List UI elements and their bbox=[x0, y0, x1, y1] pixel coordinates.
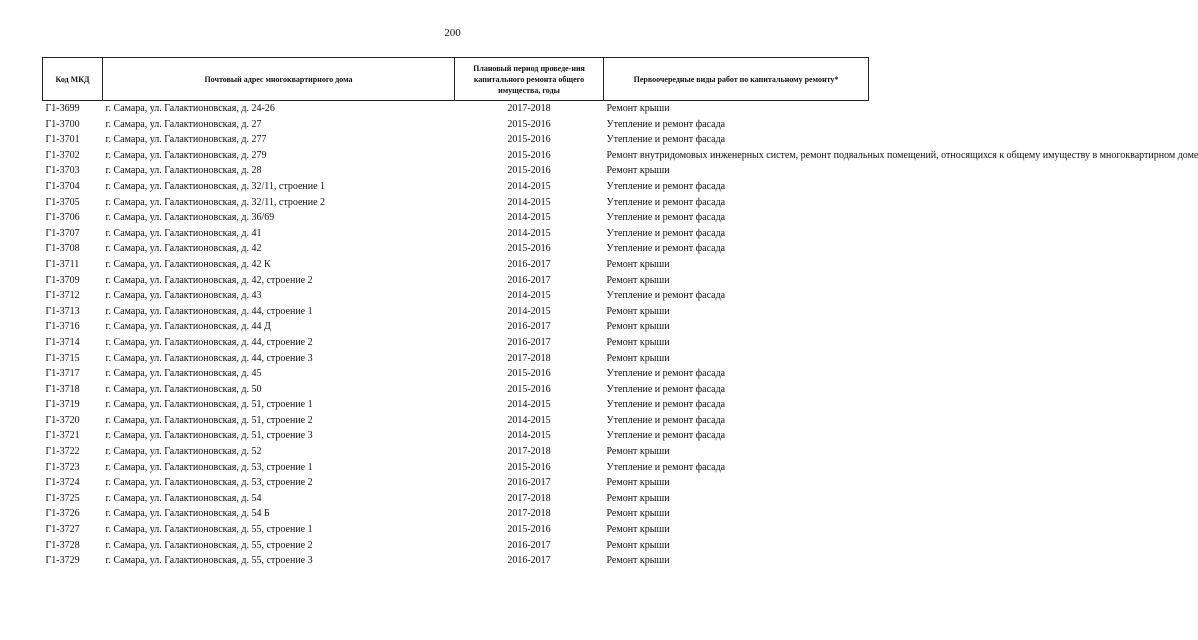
works-cell: Ремонт крыши bbox=[606, 305, 670, 317]
table-row bbox=[43, 257, 869, 273]
table-row bbox=[43, 335, 869, 351]
works-cell: Ремонт внутридомовых инженерных систем, ремонт подвальных помещений, относящихся к общему имуществу в многоквартирном доме bbox=[606, 149, 1198, 161]
table-row bbox=[43, 304, 869, 320]
works-cell: Ремонт крыши bbox=[606, 555, 670, 567]
address-cell: г. Самара, ул. Галактионовская, д. 42 bbox=[105, 243, 262, 255]
table-row bbox=[43, 428, 869, 444]
mkd-code-cell: Г1-3704 bbox=[45, 180, 80, 192]
works-cell: Ремонт крыши bbox=[606, 336, 670, 348]
table-row bbox=[43, 241, 869, 257]
mkd-code-cell: Г1-3709 bbox=[45, 274, 80, 286]
table-row bbox=[43, 506, 869, 522]
works-cell: Ремонт крыши bbox=[606, 477, 670, 489]
address-cell: г. Самара, ул. Галактионовская, д. 32/11, строение 1 bbox=[105, 180, 326, 192]
mkd-code-cell: Г1-3711 bbox=[45, 258, 80, 270]
works-cell: Ремонт крыши bbox=[606, 258, 670, 270]
mkd-code-cell: Г1-3717 bbox=[45, 368, 80, 380]
page-number: 200 bbox=[444, 27, 461, 39]
mkd-code-cell: Г1-3719 bbox=[45, 399, 80, 411]
mkd-code-cell: Г1-3702 bbox=[45, 149, 80, 161]
table-row bbox=[43, 538, 869, 554]
mkd-code-cell: Г1-3727 bbox=[45, 524, 80, 536]
table-row bbox=[43, 397, 869, 413]
period-cell: 2014-2015 bbox=[507, 399, 551, 411]
period-cell: 2015-2016 bbox=[507, 118, 551, 130]
address-cell: г. Самара, ул. Галактионовская, д. 53, строение 1 bbox=[105, 461, 313, 473]
works-cell: Утепление и ремонт фасада bbox=[606, 134, 726, 146]
period-cell: 2016-2017 bbox=[507, 274, 551, 286]
works-cell: Ремонт крыши bbox=[606, 274, 670, 286]
works-cell: Утепление и ремонт фасада bbox=[606, 290, 726, 302]
period-cell: 2014-2015 bbox=[507, 227, 551, 239]
mkd-code-cell: Г1-3707 bbox=[45, 227, 80, 239]
period-cell: 2017-2018 bbox=[507, 508, 551, 520]
table-row bbox=[43, 351, 869, 367]
period-cell: 2014-2015 bbox=[507, 414, 551, 426]
table-row bbox=[43, 413, 869, 429]
period-cell: 2015-2016 bbox=[507, 134, 551, 146]
address-cell: г. Самара, ул. Галактионовская, д. 44, строение 3 bbox=[105, 352, 313, 364]
header-works: Первоочередные виды работ по капитальному ремонту* bbox=[604, 58, 869, 101]
table-row bbox=[43, 553, 869, 569]
mkd-code-cell: Г1-3706 bbox=[45, 212, 80, 224]
period-cell: 2014-2015 bbox=[507, 290, 551, 302]
works-cell: Утепление и ремонт фасада bbox=[606, 196, 726, 208]
period-cell: 2016-2017 bbox=[507, 539, 551, 551]
address-cell: г. Самара, ул. Галактионовская, д. 279 bbox=[105, 149, 267, 161]
mkd-code-cell: Г1-3728 bbox=[45, 539, 80, 551]
works-cell: Утепление и ремонт фасада bbox=[606, 399, 726, 411]
address-cell: г. Самара, ул. Галактионовская, д. 50 bbox=[105, 383, 262, 395]
works-cell: Ремонт крыши bbox=[606, 446, 670, 458]
table-row bbox=[43, 491, 869, 507]
header-code: Код МКД bbox=[43, 58, 103, 101]
works-cell: Ремонт крыши bbox=[606, 508, 670, 520]
table-row bbox=[43, 101, 869, 117]
mkd-code-cell: Г1-3712 bbox=[45, 290, 80, 302]
capital-repair-table bbox=[42, 57, 1198, 569]
address-cell: г. Самара, ул. Галактионовская, д. 41 bbox=[105, 227, 262, 239]
works-cell: Утепление и ремонт фасада bbox=[606, 118, 726, 130]
address-cell: г. Самара, ул. Галактионовская, д. 277 bbox=[105, 134, 267, 146]
period-cell: 2014-2015 bbox=[507, 430, 551, 442]
mkd-code-cell: Г1-3726 bbox=[45, 508, 80, 520]
address-cell: г. Самара, ул. Галактионовская, д. 54 bbox=[105, 492, 262, 504]
address-cell: г. Самара, ул. Галактионовская, д. 44, строение 2 bbox=[105, 336, 313, 348]
mkd-code-cell: Г1-3701 bbox=[45, 134, 80, 146]
address-cell: г. Самара, ул. Галактионовская, д. 45 bbox=[105, 368, 262, 380]
mkd-code-cell: Г1-3725 bbox=[45, 492, 80, 504]
address-cell: г. Самара, ул. Галактионовская, д. 51, строение 2 bbox=[105, 414, 313, 426]
table-row bbox=[43, 179, 869, 195]
mkd-code-cell: Г1-3705 bbox=[45, 196, 80, 208]
address-cell: г. Самара, ул. Галактионовская, д. 55, строение 2 bbox=[105, 539, 313, 551]
address-cell: г. Самара, ул. Галактионовская, д. 51, строение 1 bbox=[105, 399, 313, 411]
table-row bbox=[43, 288, 869, 304]
period-cell: 2016-2017 bbox=[507, 336, 551, 348]
period-cell: 2015-2016 bbox=[507, 383, 551, 395]
table-row bbox=[43, 210, 869, 226]
period-cell: 2015-2016 bbox=[507, 524, 551, 536]
works-cell: Ремонт крыши bbox=[606, 492, 670, 504]
period-cell: 2017-2018 bbox=[507, 492, 551, 504]
address-cell: г. Самара, ул. Галактионовская, д. 28 bbox=[105, 165, 262, 177]
works-cell: Ремонт крыши bbox=[606, 539, 670, 551]
table-row bbox=[43, 475, 869, 491]
address-cell: г. Самара, ул. Галактионовская, д. 53, строение 2 bbox=[105, 477, 313, 489]
mkd-code-cell: Г1-3724 bbox=[45, 477, 80, 489]
works-cell: Утепление и ремонт фасада bbox=[606, 243, 726, 255]
works-cell: Утепление и ремонт фасада bbox=[606, 212, 726, 224]
table-row bbox=[43, 382, 869, 398]
address-cell: г. Самара, ул. Галактионовская, д. 36/69 bbox=[105, 212, 275, 224]
mkd-code-cell: Г1-3729 bbox=[45, 555, 80, 567]
table-row bbox=[43, 195, 869, 211]
table-row bbox=[43, 132, 869, 148]
address-cell: г. Самара, ул. Галактионовская, д. 27 bbox=[105, 118, 262, 130]
table-row bbox=[43, 460, 869, 476]
table-row bbox=[43, 163, 869, 179]
mkd-code-cell: Г1-3708 bbox=[45, 243, 80, 255]
table-header-row bbox=[43, 58, 869, 101]
table-row bbox=[43, 117, 869, 133]
address-cell: г. Самара, ул. Галактионовская, д. 42 К bbox=[105, 258, 271, 270]
address-cell: г. Самара, ул. Галактионовская, д. 43 bbox=[105, 290, 262, 302]
period-cell: 2015-2016 bbox=[507, 165, 551, 177]
works-cell: Ремонт крыши bbox=[606, 103, 670, 114]
address-cell: г. Самара, ул. Галактионовская, д. 24-26 bbox=[105, 103, 275, 114]
mkd-code-cell: Г1-3721 bbox=[45, 430, 80, 442]
address-cell: г. Самара, ул. Галактионовская, д. 54 Б bbox=[105, 508, 270, 520]
address-cell: г. Самара, ул. Галактионовская, д. 44 Д bbox=[105, 321, 271, 333]
mkd-code-cell: Г1-3715 bbox=[45, 352, 80, 364]
works-cell: Утепление и ремонт фасада bbox=[606, 461, 726, 473]
works-cell: Ремонт крыши bbox=[606, 524, 670, 536]
period-cell: 2016-2017 bbox=[507, 555, 551, 567]
works-cell: Утепление и ремонт фасада bbox=[606, 227, 726, 239]
period-cell: 2014-2015 bbox=[507, 180, 551, 192]
works-cell: Ремонт крыши bbox=[606, 321, 670, 333]
table-row bbox=[43, 366, 869, 382]
works-cell: Утепление и ремонт фасада bbox=[606, 368, 726, 380]
period-cell: 2016-2017 bbox=[507, 477, 551, 489]
table-row bbox=[43, 444, 869, 460]
period-cell: 2017-2018 bbox=[507, 352, 551, 364]
period-cell: 2015-2016 bbox=[507, 461, 551, 473]
works-cell: Утепление и ремонт фасада bbox=[606, 383, 726, 395]
table-row bbox=[43, 226, 869, 242]
period-cell: 2015-2016 bbox=[507, 243, 551, 255]
mkd-code-cell: Г1-3723 bbox=[45, 461, 80, 473]
mkd-code-cell: Г1-3713 bbox=[45, 305, 80, 317]
period-cell: 2015-2016 bbox=[507, 368, 551, 380]
table-row bbox=[43, 319, 869, 335]
works-cell: Утепление и ремонт фасада bbox=[606, 430, 726, 442]
address-cell: г. Самара, ул. Галактионовская, д. 52 bbox=[105, 446, 262, 458]
header-address: Почтовый адрес многоквартирного дома bbox=[103, 58, 455, 101]
table-row bbox=[43, 148, 869, 164]
address-cell: г. Самара, ул. Галактионовская, д. 32/11, строение 2 bbox=[105, 196, 326, 208]
address-cell: г. Самара, ул. Галактионовская, д. 44, строение 1 bbox=[105, 305, 313, 317]
table-body bbox=[43, 101, 1198, 569]
mkd-code-cell: Г1-3720 bbox=[45, 414, 80, 426]
works-cell: Ремонт крыши bbox=[606, 352, 670, 364]
mkd-code-cell: Г1-3699 bbox=[45, 103, 80, 114]
period-cell: 2014-2015 bbox=[507, 305, 551, 317]
table-row bbox=[43, 273, 869, 289]
header-period: Плановый период проведе-ния капитального ремонта общего имущества, годы bbox=[455, 58, 604, 101]
address-cell: г. Самара, ул. Галактионовская, д. 42, строение 2 bbox=[105, 274, 313, 286]
address-cell: г. Самара, ул. Галактионовская, д. 55, строение 3 bbox=[105, 555, 313, 567]
table-row bbox=[43, 522, 869, 538]
mkd-code-cell: Г1-3716 bbox=[45, 321, 80, 333]
period-cell: 2015-2016 bbox=[507, 149, 551, 161]
address-cell: г. Самара, ул. Галактионовская, д. 55, строение 1 bbox=[105, 524, 313, 536]
works-cell: Утепление и ремонт фасада bbox=[606, 180, 726, 192]
mkd-code-cell: Г1-3722 bbox=[45, 446, 80, 458]
address-cell: г. Самара, ул. Галактионовская, д. 51, строение 3 bbox=[105, 430, 313, 442]
mkd-code-cell: Г1-3703 bbox=[45, 165, 80, 177]
period-cell: 2014-2015 bbox=[507, 196, 551, 208]
period-cell: 2017-2018 bbox=[507, 446, 551, 458]
mkd-code-cell: Г1-3714 bbox=[45, 336, 80, 348]
period-cell: 2014-2015 bbox=[507, 212, 551, 224]
works-cell: Ремонт крыши bbox=[606, 165, 670, 177]
period-cell: 2016-2017 bbox=[507, 258, 551, 270]
mkd-code-cell: Г1-3718 bbox=[45, 383, 80, 395]
period-cell: 2016-2017 bbox=[507, 321, 551, 333]
period-cell: 2017-2018 bbox=[507, 103, 551, 114]
works-cell: Утепление и ремонт фасада bbox=[606, 414, 726, 426]
mkd-code-cell: Г1-3700 bbox=[45, 118, 80, 130]
